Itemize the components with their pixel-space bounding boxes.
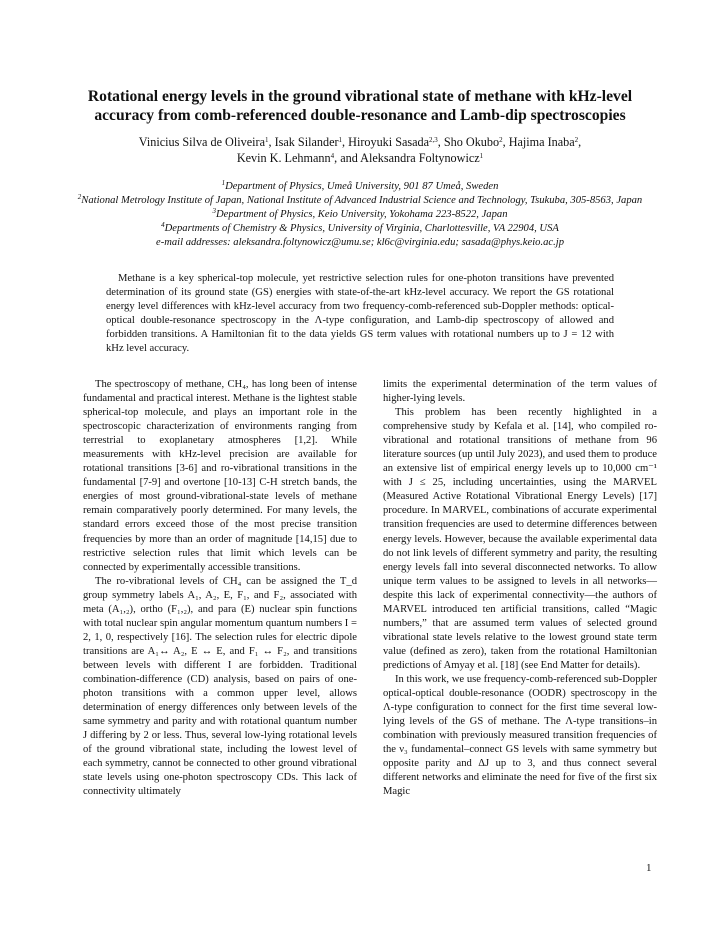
affiliation-text: Departments of Chemistry & Physics, University of Virginia, Charlottesville, VA 22904, USA [164, 223, 559, 234]
author-separator: , [342, 135, 349, 149]
affiliation-number: 2 [77, 193, 82, 201]
affiliation-number: 4 [161, 221, 165, 229]
title-line-1: Rotational energy levels in the ground vibrational state of methane with kHz-level [87, 88, 633, 105]
author-name: Vinicius Silva de Oliveira [138, 135, 265, 149]
affiliation-1 [60, 180, 660, 194]
author-separator: , [437, 135, 444, 149]
author-name: Kevin K. Lehmann [236, 151, 331, 165]
author-affiliation-mark: 4 [330, 152, 335, 160]
body-paragraph: limits the experimental determination of the term values of higher-lying levels. [383, 379, 657, 405]
affiliations [60, 180, 660, 250]
paper-title [60, 87, 660, 125]
author-list [80, 134, 640, 166]
page-number: 1 [646, 862, 652, 874]
author-affiliation-mark: 1 [264, 136, 269, 144]
author-affiliation-mark: 1 [338, 136, 343, 144]
author-separator: , and [334, 151, 361, 165]
author-name: Aleksandra Foltynowicz [360, 151, 480, 165]
email-addresses: e-mail addresses: aleksandra.foltynowicz@umu.se; kl6c@virginia.edu; sasada@phys.keio.ac.jp [156, 237, 564, 248]
author-affiliation-mark: 2 [574, 136, 579, 144]
body-paragraph: This problem has been recently highlighted in a comprehensive study by Kefala et al. [14], who compiled ro-vibrational and rotational transitions of methane from 96 literature sources (up until July 2023), and used them to produce an extensive list of empirical energy levels up to 10,000 cm⁻¹ with J ≤ 25, including uncertainties, using the MARVEL (Measured Active Rotational Vibrational Energy Levels) [17] procedure. In MARVEL, combinations of accurate experimental transition frequencies are used to determine differences between energy levels. However, because the available experimental data do not link levels of different symmetry and parity, the resulting energy levels fall into several disconnected networks. To allow unique term values to be assigned to levels in all networks—despite this lack of experimental connectivity—the authors of MARVEL introduced ten artificial transitions, called “Magic numbers,” that are assumed term values of selected ground vibrational state levels relative to the lowest ground state term value (defined as zero), taken from the rotational Hamiltonian predictions of Amyay et al. [18] (see End Matter for details). [383, 407, 657, 671]
author-name: Hajima Inaba [508, 135, 575, 149]
author-separator: , [268, 135, 275, 149]
affiliation-text: Department of Physics, Umeå University, 901 87 Umeå, Sweden [225, 181, 499, 192]
author-name: Hiroyuki Sasada [348, 135, 430, 149]
author-separator: , [578, 135, 582, 149]
title-line-2: accuracy from comb-referenced double-resonance and Lamb-dip spectroscopies [94, 107, 626, 124]
affiliation-4 [60, 222, 660, 236]
affiliation-2 [60, 194, 660, 208]
body-paragraph: The spectroscopy of methane, CH₄, has long been of intense fundamental and practical interest. Methane is the lightest stable spherical-top molecule, and plays an important role in the spectroscopic characterization of environments ranging from terrestrial to exoplanetary atmospheres [1,2]. While measurements with kHz-level precision are available for rotational transitions [3-6] and ro-vibrational transitions in the fundamental [7-9] and overtone [10-13] C-H stretch bands, the energies of most ground-vibrational-state levels of methane remain comparatively poorly determined. For many levels, the standard errors exceed those of the most precise transition frequencies by more than an order of magnitude [14,15] due to restrictive selection rules that limit which levels can be connected by experimentally accessible transitions. [83, 379, 357, 573]
body-paragraph: The ro-vibrational levels of CH₄ can be assigned the T_d group symmetry labels A₁, A₂, E, F₁, and F₂, associated with meta (A₁,₂), ortho (F₁,₂), and para (E) nuclear spin functions with total nuclear spin angular momentum quantum numbers I = 2, 1, 0, respectively [16]. The selection rules for electric dipole transitions are A₁↔ A₂, E ↔ E, and F₁ ↔ F₂, and transitions between levels with different I are forbidden. Traditional combination-difference (CD) analysis, based on pairs of one-photon transitions with a common upper level, allows determination of energy differences only between levels of the same symmetry and parity and with rotational quantum number J differing by 2 or less. Thus, several low-lying rotational levels of the ground vibrational state, including the lowest level of each symmetry, cannot be connected to other ground vibrational state levels using one-photon spectroscopy CDs. This lack of connectivity ultimately [83, 575, 357, 798]
body-paragraph: In this work, we use frequency-comb-referenced sub-Doppler optical-optical double-resonance (OODR) spectroscopy in the Λ-type configuration to connect for the first time several low-lying levels of the GS of methane. The Λ-type transitions–in combination with previously measured transition frequencies of the ν₃ fundamental–connect GS levels with same symmetry but opposite parity and ΔJ up to 3, and thus connect several different networks and eliminate the need for five of the first six Magic [383, 673, 657, 798]
author-name: Sho Okubo [443, 135, 500, 149]
affiliation-text: National Metrology Institute of Japan, National Institute of Advanced Industrial Science and Technology, Tsukuba, 305-8563, Japan [81, 195, 643, 206]
author-name: Isak Silander [274, 135, 339, 149]
affiliation-text: Department of Physics, Keio University, Yokohama 223-8522, Japan [216, 209, 508, 220]
affiliation-number: 3 [212, 207, 216, 215]
abstract: Methane is a key spherical-top molecule, yet restrictive selection rules for one-photon transitions have prevented determination of its ground state (GS) energies with state-of-the-art kHz-level accuracy. We report the GS rotational energy level differences with kHz-level accuracy from two frequency-comb-referenced sub-Doppler methods: optical-optical double-resonance spectroscopy in the Λ-type configuration, and Lamb-dip spectroscopy of allowed and forbidden transitions. A Hamiltonian fit to the data yields GS term values with rotational numbers up to J = 12 with kHz level accuracy. [106, 273, 614, 355]
author-separator: , [502, 135, 509, 149]
author-affiliation-mark: 1 [479, 152, 484, 160]
right-column [383, 378, 657, 799]
author-affiliation-mark: 2 [499, 136, 503, 144]
affiliation-3 [60, 208, 660, 222]
author-affiliation-mark: 2,3 [429, 136, 438, 144]
left-column [83, 378, 357, 799]
affiliation-number: 1 [221, 179, 226, 187]
